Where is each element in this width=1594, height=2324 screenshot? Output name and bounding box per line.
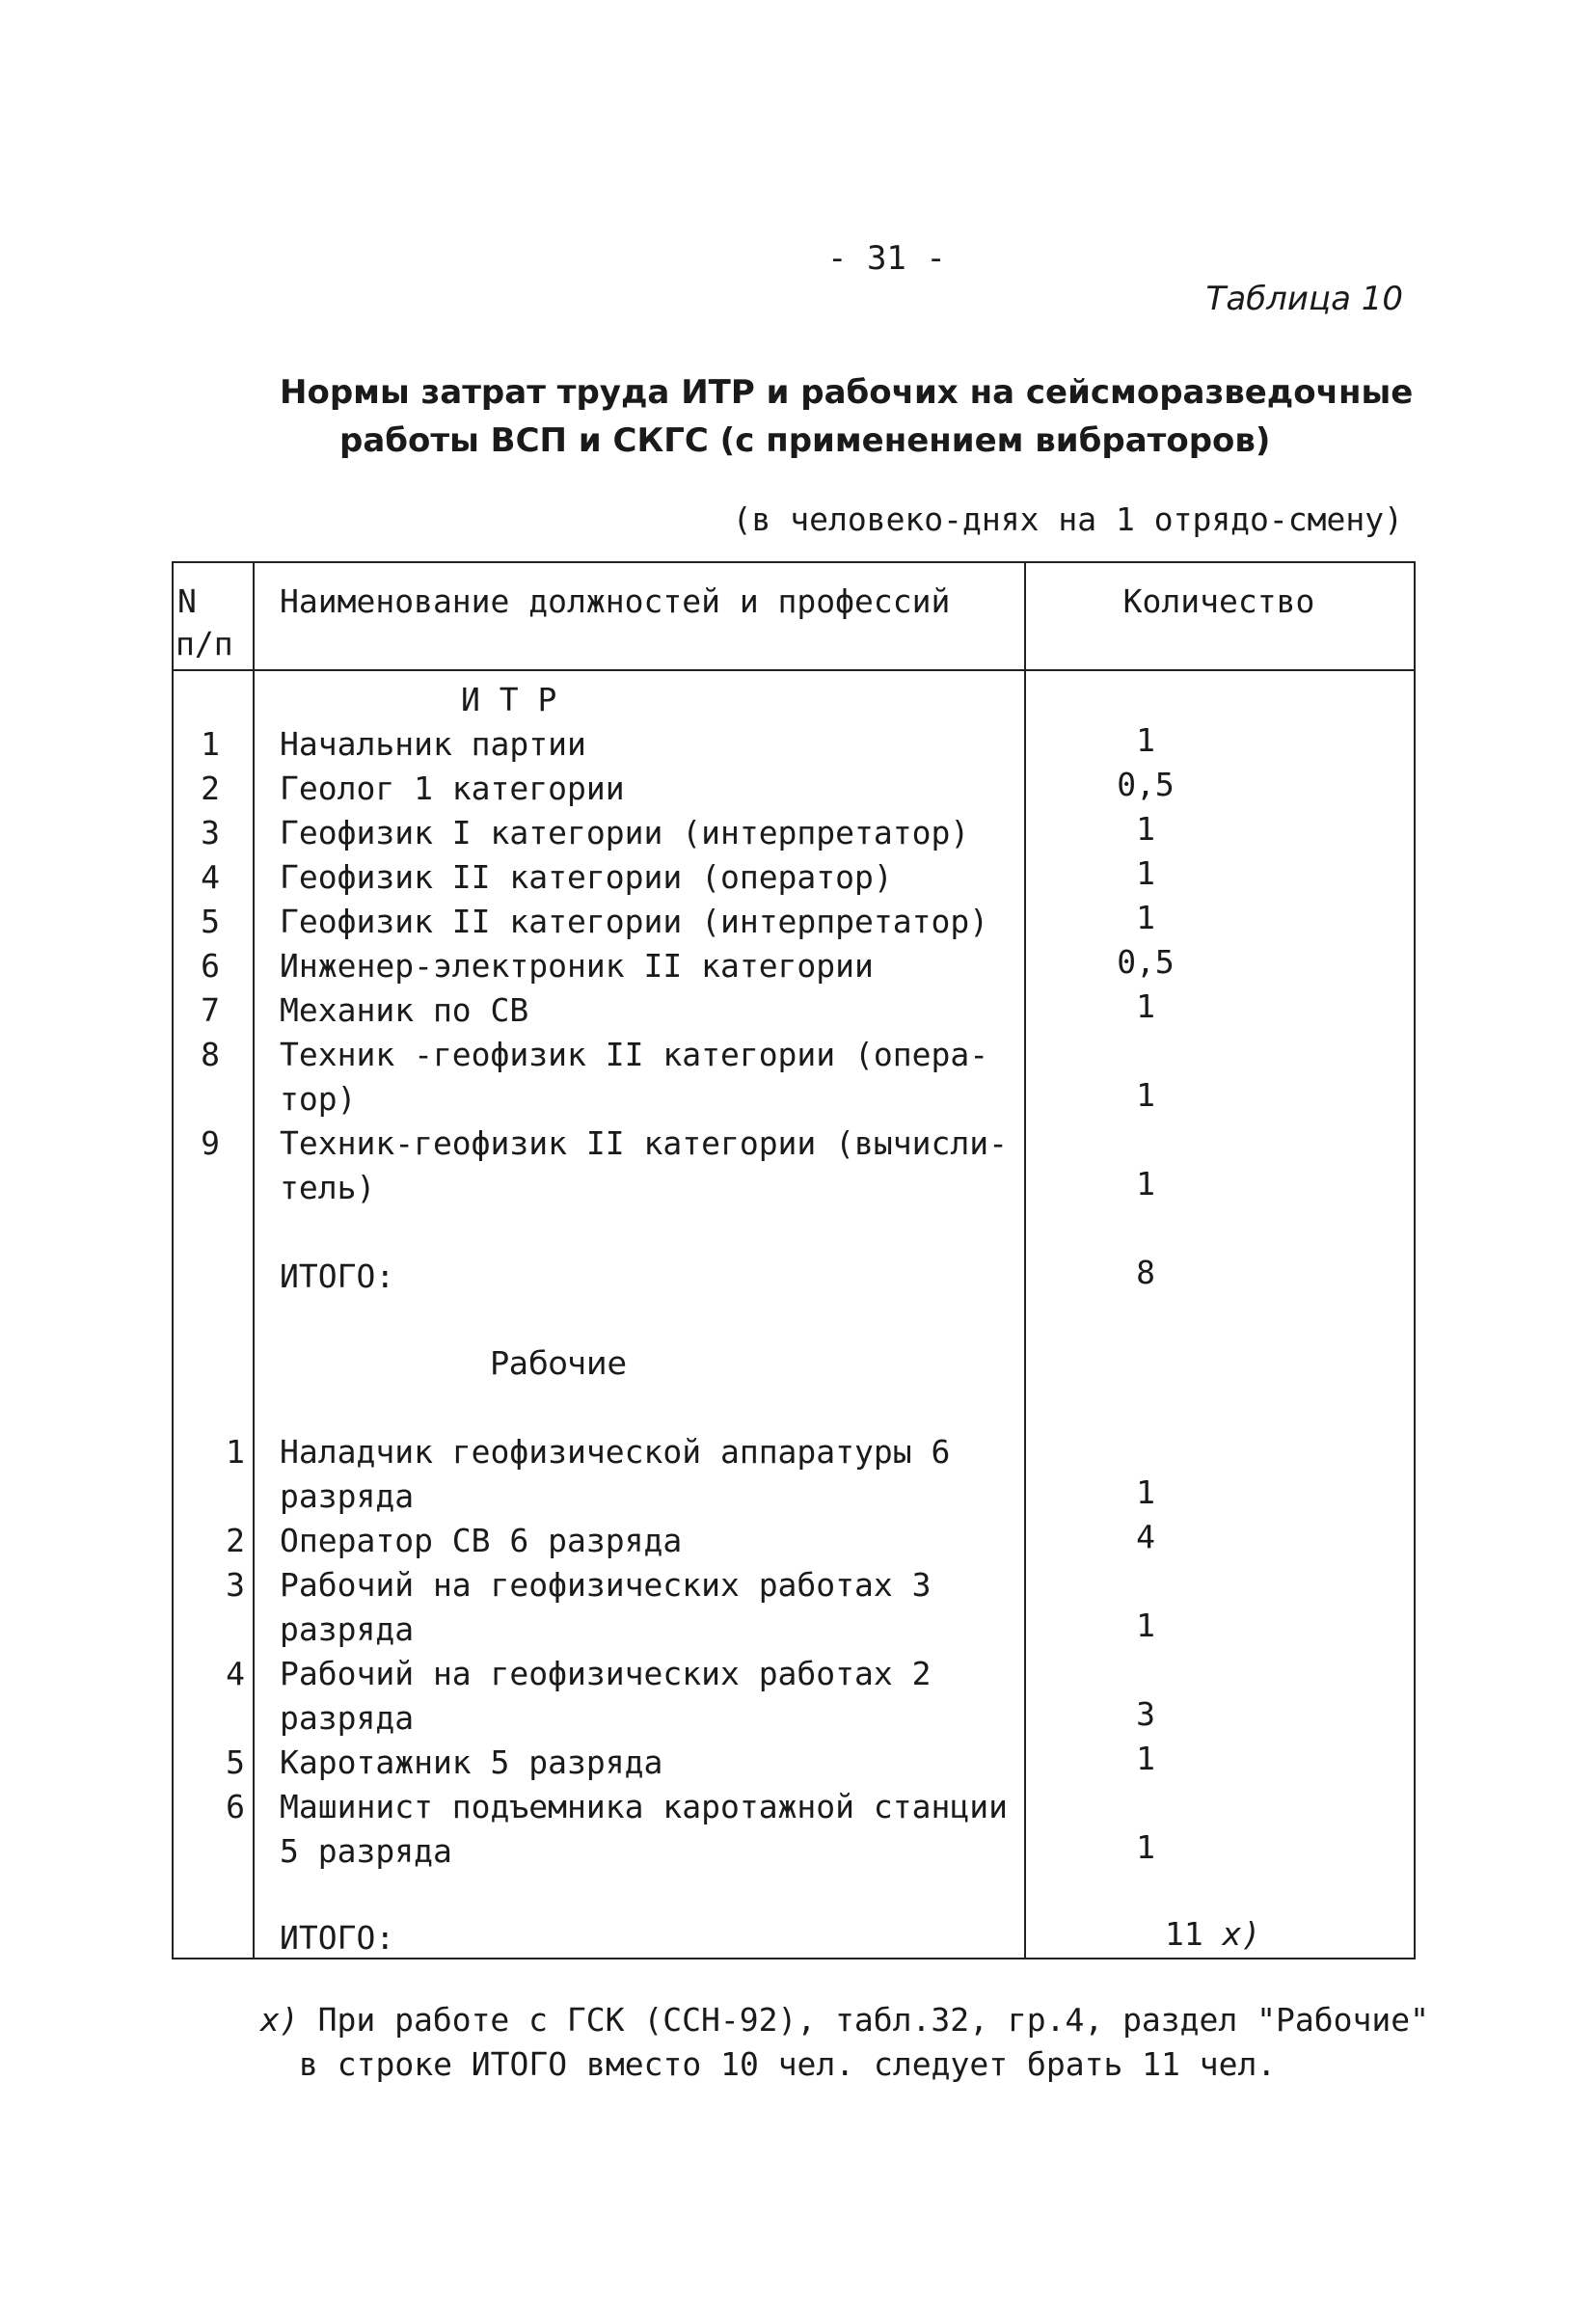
workers-row-6-num: 6 xyxy=(226,1788,245,1825)
itr-row-5-qty: 1 xyxy=(1136,899,1155,936)
itr-row-5-num: 5 xyxy=(201,903,220,940)
workers-total-value xyxy=(1165,1915,1260,1953)
workers-total-qty: 11 xyxy=(1165,1915,1203,1953)
itr-row-4-qty: 1 xyxy=(1136,854,1155,892)
units-note: (в человеко-днях на 1 отрядо-смену) xyxy=(732,500,1403,538)
itr-row-1-name: Начальник партии xyxy=(280,725,586,763)
workers-row-4-name: Рабочий на геофизических работах 2 xyxy=(280,1655,932,1692)
itr-row-2-qty: 0,5 xyxy=(1117,766,1175,803)
itr-row-1-qty: 1 xyxy=(1136,721,1155,759)
itr-row-2-num: 2 xyxy=(201,770,220,807)
col-border-right xyxy=(1414,561,1416,1959)
col-border-num xyxy=(253,561,255,1959)
workers-row-3-qty: 1 xyxy=(1136,1607,1155,1644)
header-qty: Количество xyxy=(1122,582,1315,620)
itr-row-6-qty: 0,5 xyxy=(1117,943,1175,981)
itr-row-9-qty: 1 xyxy=(1136,1165,1155,1203)
workers-row-6-name: Машинист подъемника каротажной станции xyxy=(280,1788,1008,1825)
workers-row-4-name-cont: разряда xyxy=(280,1699,415,1737)
itr-row-9-num: 9 xyxy=(201,1124,220,1162)
workers-row-1-qty: 1 xyxy=(1136,1473,1155,1511)
footnote-mark: x) xyxy=(260,2001,299,2039)
itr-row-8-name-cont: тор) xyxy=(280,1080,357,1118)
workers-row-5-qty: 1 xyxy=(1136,1740,1155,1777)
itr-total-qty: 8 xyxy=(1136,1254,1155,1291)
footnote-line-1 xyxy=(260,2001,1429,2039)
header-num-line2: п/п xyxy=(176,625,233,662)
workers-row-3-name-cont: разряда xyxy=(280,1610,415,1648)
workers-row-2-num: 2 xyxy=(226,1522,245,1559)
itr-row-3-qty: 1 xyxy=(1136,810,1155,848)
workers-row-1-name: Наладчик геофизической аппаратуры 6 xyxy=(280,1433,951,1471)
footnote-line-2: в строке ИТОГО вместо 10 чел. следует брать 11 чел. xyxy=(299,2045,1277,2083)
table-bottom-border xyxy=(172,1958,1416,1959)
itr-row-8-num: 8 xyxy=(201,1036,220,1073)
workers-row-3-num: 3 xyxy=(226,1566,245,1604)
itr-row-7-qty: 1 xyxy=(1136,987,1155,1025)
workers-row-5-num: 5 xyxy=(226,1743,245,1781)
header-num-line1: N xyxy=(177,582,197,620)
itr-row-4-num: 4 xyxy=(201,858,220,896)
workers-row-4-qty: 3 xyxy=(1136,1695,1155,1733)
workers-row-1-name-cont: разряда xyxy=(280,1477,415,1515)
workers-row-3-name: Рабочий на геофизических работах 3 xyxy=(280,1566,932,1604)
itr-row-7-num: 7 xyxy=(201,991,220,1029)
title-line-2: работы ВСП и СКГС (с применением вибраторов) xyxy=(339,421,1271,460)
header-bottom-border xyxy=(172,669,1416,671)
workers-total-footnote-mark: x) xyxy=(1222,1915,1261,1953)
table-top-border xyxy=(172,561,1416,563)
page-number: - 31 - xyxy=(827,239,946,278)
section-itr-title: И Т Р xyxy=(461,681,557,718)
col-border-name xyxy=(1024,561,1026,1959)
workers-row-2-name: Оператор СВ 6 разряда xyxy=(280,1522,683,1559)
workers-row-6-qty: 1 xyxy=(1136,1828,1155,1866)
itr-row-9-name-cont: тель) xyxy=(280,1169,376,1206)
itr-total-label: ИТОГО: xyxy=(280,1257,395,1295)
workers-total-label: ИТОГО: xyxy=(280,1919,395,1957)
workers-row-6-name-cont: 5 разряда xyxy=(280,1832,452,1870)
itr-row-2-name: Геолог 1 категории xyxy=(280,770,625,807)
itr-row-8-qty: 1 xyxy=(1136,1076,1155,1114)
workers-row-1-num: 1 xyxy=(226,1433,245,1471)
header-name: Наименование должностей и профессий xyxy=(280,582,951,620)
itr-row-3-num: 3 xyxy=(201,814,220,851)
workers-row-5-name: Каротажник 5 разряда xyxy=(280,1743,663,1781)
itr-row-9-name: Техник-геофизик II категории (вычисли- xyxy=(280,1124,1008,1162)
itr-row-6-name: Инженер-электроник II категории xyxy=(280,947,874,985)
table-label: Таблица 10 xyxy=(1205,280,1403,318)
itr-row-5-name: Геофизик II категории (интерпретатор) xyxy=(280,903,989,940)
itr-row-4-name: Геофизик II категории (оператор) xyxy=(280,858,893,896)
section-workers-title: Рабочие xyxy=(490,1344,627,1382)
title-line-1: Нормы затрат труда ИТР и рабочих на сейсморазведочные xyxy=(280,373,1414,412)
itr-row-6-num: 6 xyxy=(201,947,220,985)
workers-row-4-num: 4 xyxy=(226,1655,245,1692)
itr-row-8-name: Техник -геофизик II категории (опера- xyxy=(280,1036,989,1073)
norms-table xyxy=(172,561,1416,1959)
table-title xyxy=(280,368,1413,465)
itr-row-3-name: Геофизик I категории (интерпретатор) xyxy=(280,814,970,851)
footnote-text-1: При работе с ГСК (ССН-92), табл.32, гр.4, раздел "Рабочие" xyxy=(317,2001,1429,2039)
itr-row-7-name: Механик по СВ xyxy=(280,991,529,1029)
workers-row-2-qty: 4 xyxy=(1136,1518,1155,1555)
itr-row-1-num: 1 xyxy=(201,725,220,763)
footnote xyxy=(260,1998,1429,2087)
